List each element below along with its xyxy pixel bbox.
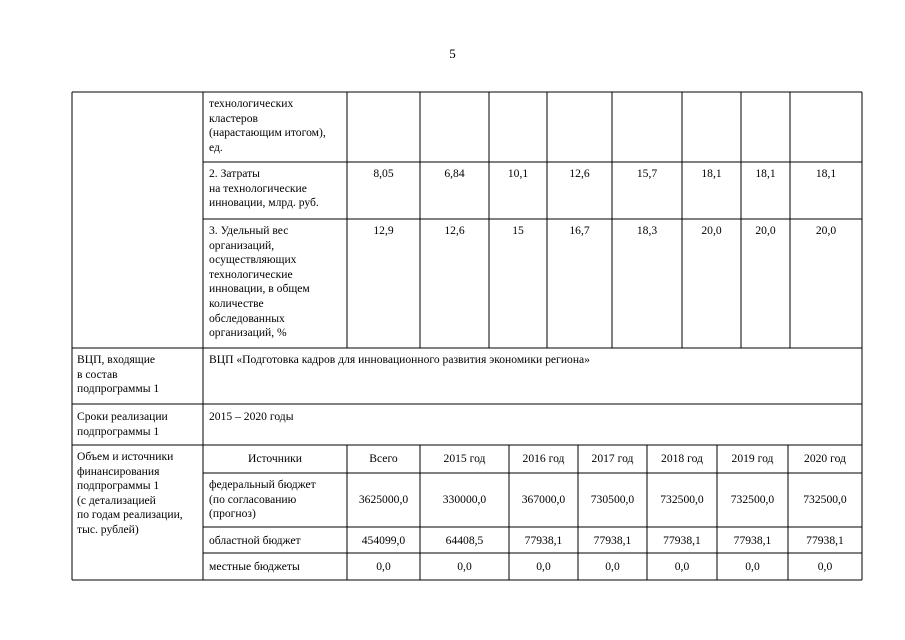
financing-value: 454099,0 (361, 534, 406, 547)
indicator-2-value: 18,1 (755, 167, 776, 180)
indicator-1-name: технологических кластеров (нарастающим итогом), ед. (209, 97, 326, 154)
financing-value: 732500,0 (803, 493, 847, 506)
financing-source-regional: областной бюджет (209, 534, 301, 547)
financing-value: 77938,1 (524, 534, 563, 547)
financing-value: 730500,0 (590, 493, 635, 506)
indicator-3-value: 20,0 (755, 224, 776, 237)
financing-value: 0,0 (674, 560, 690, 573)
financing-value: 77938,1 (663, 534, 701, 547)
indicator-2-value: 18,1 (815, 167, 837, 180)
indicator-3-value: 20,0 (815, 224, 837, 237)
indicator-3-name: 3. Удельный вес организаций, осуществляющих технологические инновации, в общем количестве обследованных организаций, % (209, 224, 310, 340)
vcp-label: ВЦП, входящие в состав подпрограммы 1 (77, 353, 160, 396)
financing-source-local: местные бюджеты (209, 560, 300, 573)
financing-header: 2016 год (522, 452, 565, 465)
financing-header: 2017 год (591, 452, 634, 465)
financing-value: 732500,0 (730, 493, 775, 506)
financing-value: 77938,1 (593, 534, 632, 547)
financing-header: 2015 год (443, 452, 486, 465)
financing-value: 367000,0 (521, 493, 566, 506)
financing-header: 2020 год (804, 452, 846, 465)
financing-header: Источники (247, 452, 302, 465)
financing-value: 3625000,0 (358, 493, 409, 506)
indicator-3-value: 16,7 (569, 224, 590, 237)
financing-value: 732500,0 (660, 493, 704, 506)
indicator-2-value: 18,1 (701, 167, 722, 180)
terms-label: Сроки реализации подпрограммы 1 (77, 410, 168, 438)
financing-value: 0,0 (376, 560, 391, 573)
financing-header: 2018 год (661, 452, 703, 465)
financing-value: 0,0 (817, 560, 833, 573)
vcp-value: ВЦП «Подготовка кадров для инновационного развития экономики региона» (209, 353, 590, 366)
indicator-2-value: 12,6 (569, 167, 590, 180)
indicator-3-value: 12,9 (373, 224, 394, 237)
terms-value: 2015 – 2020 годы (209, 410, 294, 423)
financing-value: 330000,0 (442, 493, 487, 506)
financing-value: 0,0 (457, 560, 472, 573)
financing-value: 77938,1 (806, 534, 844, 547)
indicator-2-value: 10,1 (507, 167, 529, 180)
indicator-3-value: 12,6 (444, 224, 465, 237)
page-number: 5 (449, 46, 456, 61)
financing-value: 64408,5 (445, 534, 484, 547)
financing-label: Объем и источники финансирования подпрограммы 1 (с детализацией по годам реализации, тыс. рублей) (77, 450, 183, 536)
indicator-2-name: 2. Затраты на технологические инновации, млрд. руб. (209, 167, 319, 210)
indicator-2-value: 15,7 (636, 167, 658, 180)
indicator-3-value: 18,3 (636, 224, 658, 237)
indicator-2-value: 6,84 (444, 167, 465, 180)
indicator-3-value: 15 (512, 224, 524, 237)
indicator-2-value: 8,05 (373, 167, 394, 180)
indicator-3-value: 20,0 (701, 224, 722, 237)
financing-value: 77938,1 (733, 534, 772, 547)
financing-value: 0,0 (745, 560, 760, 573)
financing-value: 0,0 (536, 560, 551, 573)
financing-header: Всего (369, 452, 398, 465)
financing-header: 2019 год (731, 452, 774, 465)
financing-value: 0,0 (605, 560, 620, 573)
financing-source-federal: федеральный бюджет (по согласованию (прогноз) (209, 478, 316, 521)
